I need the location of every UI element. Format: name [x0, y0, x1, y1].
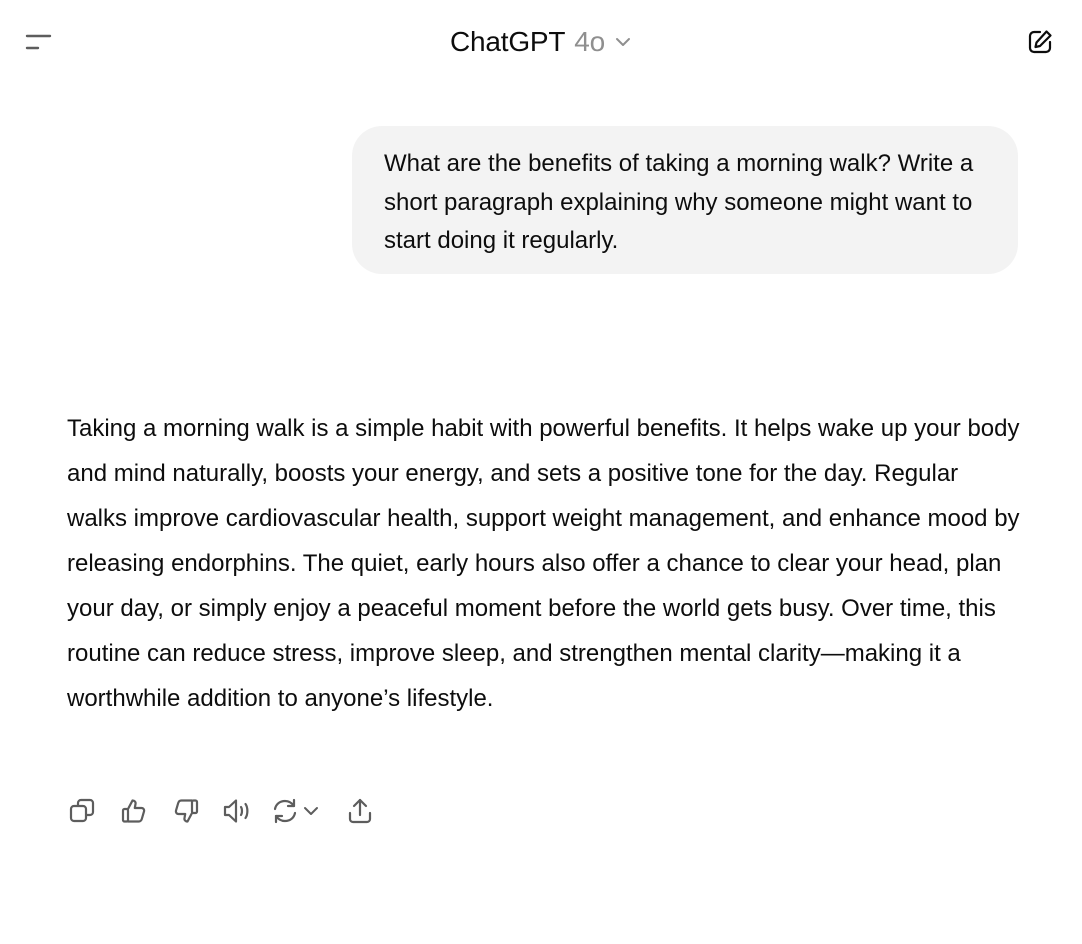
new-chat-icon	[1026, 28, 1054, 56]
chevron-down-icon	[302, 805, 320, 817]
user-message-bubble: What are the benefits of taking a morning walk? Write a short paragraph explaining why someone might want to start doing it regularly.	[352, 126, 1018, 274]
assistant-message: Taking a morning walk is a simple habit with powerful benefits. It helps wake up your body and mind naturally, boosts your energy, and sets a positive tone for the day. Regular walks improve cardiovascular health, support weight management, and enhance mood by releasing endorphins. The quiet, early hours also offer a chance to clear your head, plan your day, or simply enjoy a peaceful moment before the world gets busy. Over time, this routine can reduce stress, improve sleep, and strengthen mental clarity—making it a worthwhile addition to anyone’s lifestyle.	[67, 415, 1020, 712]
read-aloud-icon	[221, 796, 253, 826]
new-chat-button[interactable]	[1018, 22, 1062, 62]
regenerate-icon	[270, 796, 300, 826]
model-selector[interactable]	[450, 26, 632, 58]
model-name: ChatGPT	[449, 26, 566, 57]
bad-response-button[interactable]	[168, 792, 204, 830]
thumbs-down-icon	[171, 796, 201, 826]
regenerate-button[interactable]	[270, 792, 324, 830]
chevron-down-icon	[614, 36, 632, 48]
read-aloud-button[interactable]	[219, 792, 255, 830]
copy-button[interactable]	[64, 792, 100, 830]
share-button[interactable]	[342, 792, 378, 830]
share-icon	[345, 796, 375, 826]
thumbs-up-icon	[119, 796, 149, 826]
model-version: 4o	[574, 26, 606, 57]
copy-icon	[67, 796, 97, 826]
message-action-bar	[64, 792, 378, 830]
good-response-button[interactable]	[116, 792, 152, 830]
top-bar	[0, 0, 1082, 84]
